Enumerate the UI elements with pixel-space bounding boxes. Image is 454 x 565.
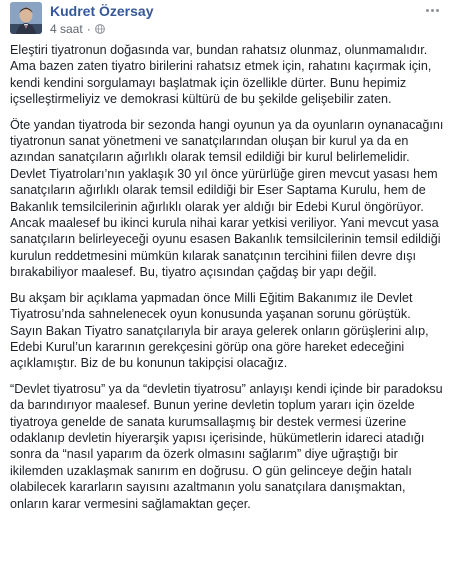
author-avatar[interactable] [10,2,42,34]
post-paragraph-1: Eleştiri tiyatronun doğasında var, bundan rahatsız olunmaz, olunmamalıdır. Ama bazen zaten tiyatro birilerini rahatsız etmek için, rahatını kaçırmak için, kendi kendini sorgulamayı başlatmak için özellikle dürter. Bunu hepimiz içselleştirmeliyiz ve demokrasi kültürü de bu şekilde gelişebilir zaten. [10,43,432,107]
post-meta [50,22,105,36]
post-timestamp[interactable]: 4 saat [50,22,83,36]
globe-icon[interactable] [95,24,105,34]
post-paragraph-2: Öte yandan tiyatroda bir sezonda hangi oyunun ya da oyunların oynanacağını tiyatronun sanat yönetmeni ve sanatçılarından oluşan bir kurul ya da en azından sanatçıların ağırlıklı olarak temsil edildiği bir kurul belirlemelidir. Devlet Tiyatroları’nın yaklaşık 30 yıl önce yürürlüğe giren mevcut yasası hem sanatçıların ağırlıklı olarak temsil edildiği bir Eser Saptama Kurulu, hem de Bakanlık temsilcilerinin ağırlıklı olarak yer aldığı bir Edebi Kurul öngörüyor. Ancak maalesef bu ikinci kurula nihai karar yetkisi veriliyor. Yani mevcut yasa sanatçıların belirleyeceği oyunu esasen Bakanlık temsilcilerinin temsil edildiği kurulun reddetmesini mümkün kılarak sanatçının tercihini fiilen devre dışı bırakabiliyor maalesef. Bu, tiyatro açısından çağdaş bir yapı değil. [10,117,444,280]
dot [436,9,439,12]
avatar-photo [10,2,42,34]
author-name[interactable]: Kudret Özersay [50,3,154,19]
dot [426,9,429,12]
post-header [8,0,446,42]
post-paragraph-3: Bu akşam bir açıklama yapmadan önce Milli Eğitim Bakanımız ile Devlet Tiyatrosu’nda sahnelenecek oyun konusunda yaşanan sorunu görüştük. Sayın Bakan Tiyatro sanatçılarıyla bir araya gelerek onların görüşlerini alıp, Edebi Kurul’un kararının gerekçesini görüp ona göre hareket edeceğini açıklamıştır. Biz de bu konunun takipçisi olacağız. [10,290,429,371]
post-body [8,42,446,512]
post-paragraph-4: “Devlet tiyatrosu” ya da “devletin tiyatrosu” anlayışı kendi içinde bir paradoksu da barındırıyor maalesef. Bunun yerine devletin toplum yararı için özelde tiyatroya genelde de sanata kurumsallaşmış bir destek vermesi üzerine odaklanıp devletin hiyerarşik yapısı içerisinde, hükümetlerin idareci atadığı sonra da “nasıl yaparım da özerk olmasını sağlarım” diye uğraştığı bir ikilemden uzaklaşmak sanırım en doğrusu. O gün gelinceye değin hatalı olabilecek kararların sayısını azaltmanın yolu sanatçılara danışmaktan, onların karar vermesini sağlamaktan geçer. [10,381,443,511]
meta-separator: · [86,22,91,36]
dot [431,9,434,12]
more-options-icon[interactable] [422,4,442,16]
